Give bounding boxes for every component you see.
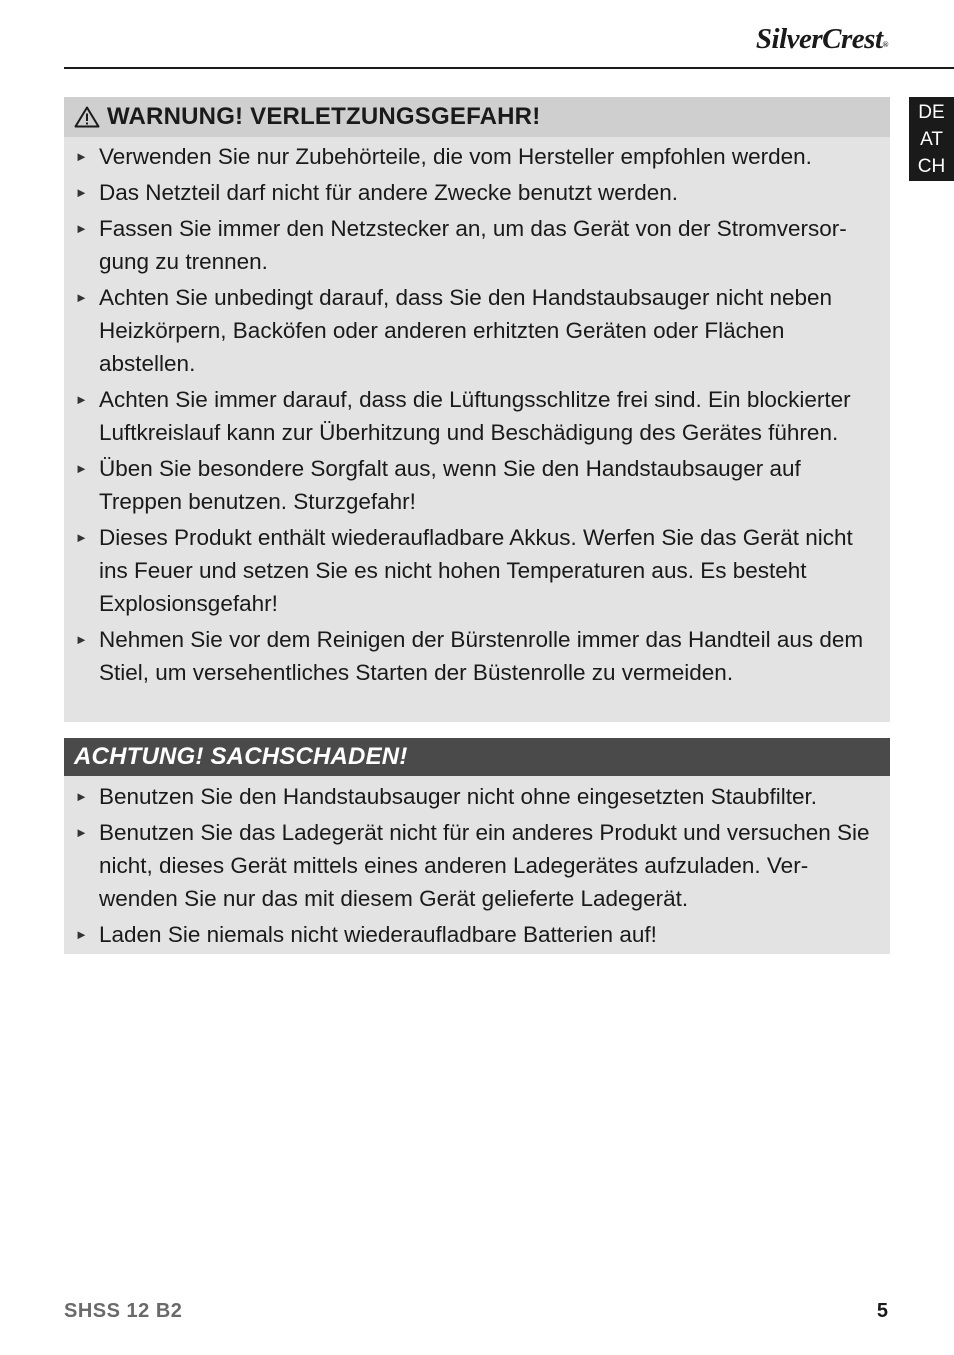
caution-title: ACHTUNG! SACHSCHADEN! xyxy=(74,743,408,770)
brand-name: SilverCrest xyxy=(755,23,883,55)
language-code-at: AT xyxy=(920,129,943,150)
caution-header xyxy=(64,738,890,776)
bullet-arrow-icon: ► xyxy=(75,927,88,942)
language-code-ch: CH xyxy=(917,156,946,177)
brand-logo xyxy=(756,22,888,56)
header-divider xyxy=(64,67,954,69)
bullet-arrow-icon: ► xyxy=(75,290,88,305)
model-number: SHSS 12 B2 xyxy=(64,1300,183,1322)
bullet-arrow-icon: ► xyxy=(75,149,88,164)
warning-list xyxy=(64,137,890,689)
registered-mark: ® xyxy=(882,40,888,49)
caution-item: ► Benutzen Sie den Handstaubsauger nicht ohne eingesetzten Staubfilter. xyxy=(64,780,890,813)
bullet-arrow-icon: ► xyxy=(75,185,88,200)
warning-item: ► Fassen Sie immer den Netzstecker an, um das Gerät von der Stromversorgung zu trennen. xyxy=(64,212,890,278)
caution-item: ► Benutzen Sie das Ladegerät nicht für ein anderes Produkt und versuchen Sie nicht, dieses Gerät mittels eines anderen Ladegerätes aufzuladen. Verwenden Sie nur das mit diesem Gerät gelieferte Ladegerät. xyxy=(64,816,890,915)
caution-list xyxy=(64,776,890,951)
bullet-arrow-icon: ► xyxy=(75,825,88,840)
warning-item: ► Achten Sie unbedingt darauf, dass Sie den Handstaubsauger nicht neben Heizkörpern, Backöfen oder anderen erhitzten Geräten oder Flächen abstellen. xyxy=(64,281,890,380)
page-number: 5 xyxy=(876,1300,888,1322)
bullet-arrow-icon: ► xyxy=(75,461,88,476)
warning-box xyxy=(64,97,890,722)
bullet-arrow-icon: ► xyxy=(75,221,88,236)
language-code-de: DE xyxy=(918,102,945,123)
language-tab xyxy=(909,97,954,181)
warning-item: ► Das Netzteil darf nicht für andere Zwecke benutzt werden. xyxy=(64,176,890,209)
warning-item: ► Achten Sie immer darauf, dass die Lüftungsschlitze frei sind. Ein blockierter Luftkreislauf kann zur Überhitzung und Beschädigung des Gerätes führen. xyxy=(64,383,890,449)
warning-title: WARNUNG! VERLETZUNGSGEFAHR! xyxy=(107,103,541,130)
bullet-arrow-icon: ► xyxy=(75,530,88,545)
warning-item: ► Verwenden Sie nur Zubehörteile, die vom Hersteller empfohlen werden. xyxy=(64,140,890,173)
caution-item: ► Laden Sie niemals nicht wiederaufladbare Batterien auf! xyxy=(64,918,890,951)
caution-box xyxy=(64,738,890,954)
warning-header xyxy=(64,97,890,137)
warning-triangle-icon xyxy=(74,106,100,128)
bullet-arrow-icon: ► xyxy=(75,632,88,647)
bullet-arrow-icon: ► xyxy=(75,392,88,407)
warning-item: ► Nehmen Sie vor dem Reinigen der Bürstenrolle immer das Handteil aus dem Stiel, um versehentliches Starten der Büstenrolle zu vermeiden. xyxy=(64,623,890,689)
bullet-arrow-icon: ► xyxy=(75,789,88,804)
warning-item: ► Dieses Produkt enthält wiederaufladbare Akkus. Werfen Sie das Gerät nicht ins Feuer und setzen Sie es nicht hohen Temperaturen aus. Es besteht Explosionsgefahr! xyxy=(64,521,890,620)
warning-item: ► Üben Sie besondere Sorgfalt aus, wenn Sie den Handstaubsauger auf Treppen benutzen. Sturzgefahr! xyxy=(64,452,890,518)
